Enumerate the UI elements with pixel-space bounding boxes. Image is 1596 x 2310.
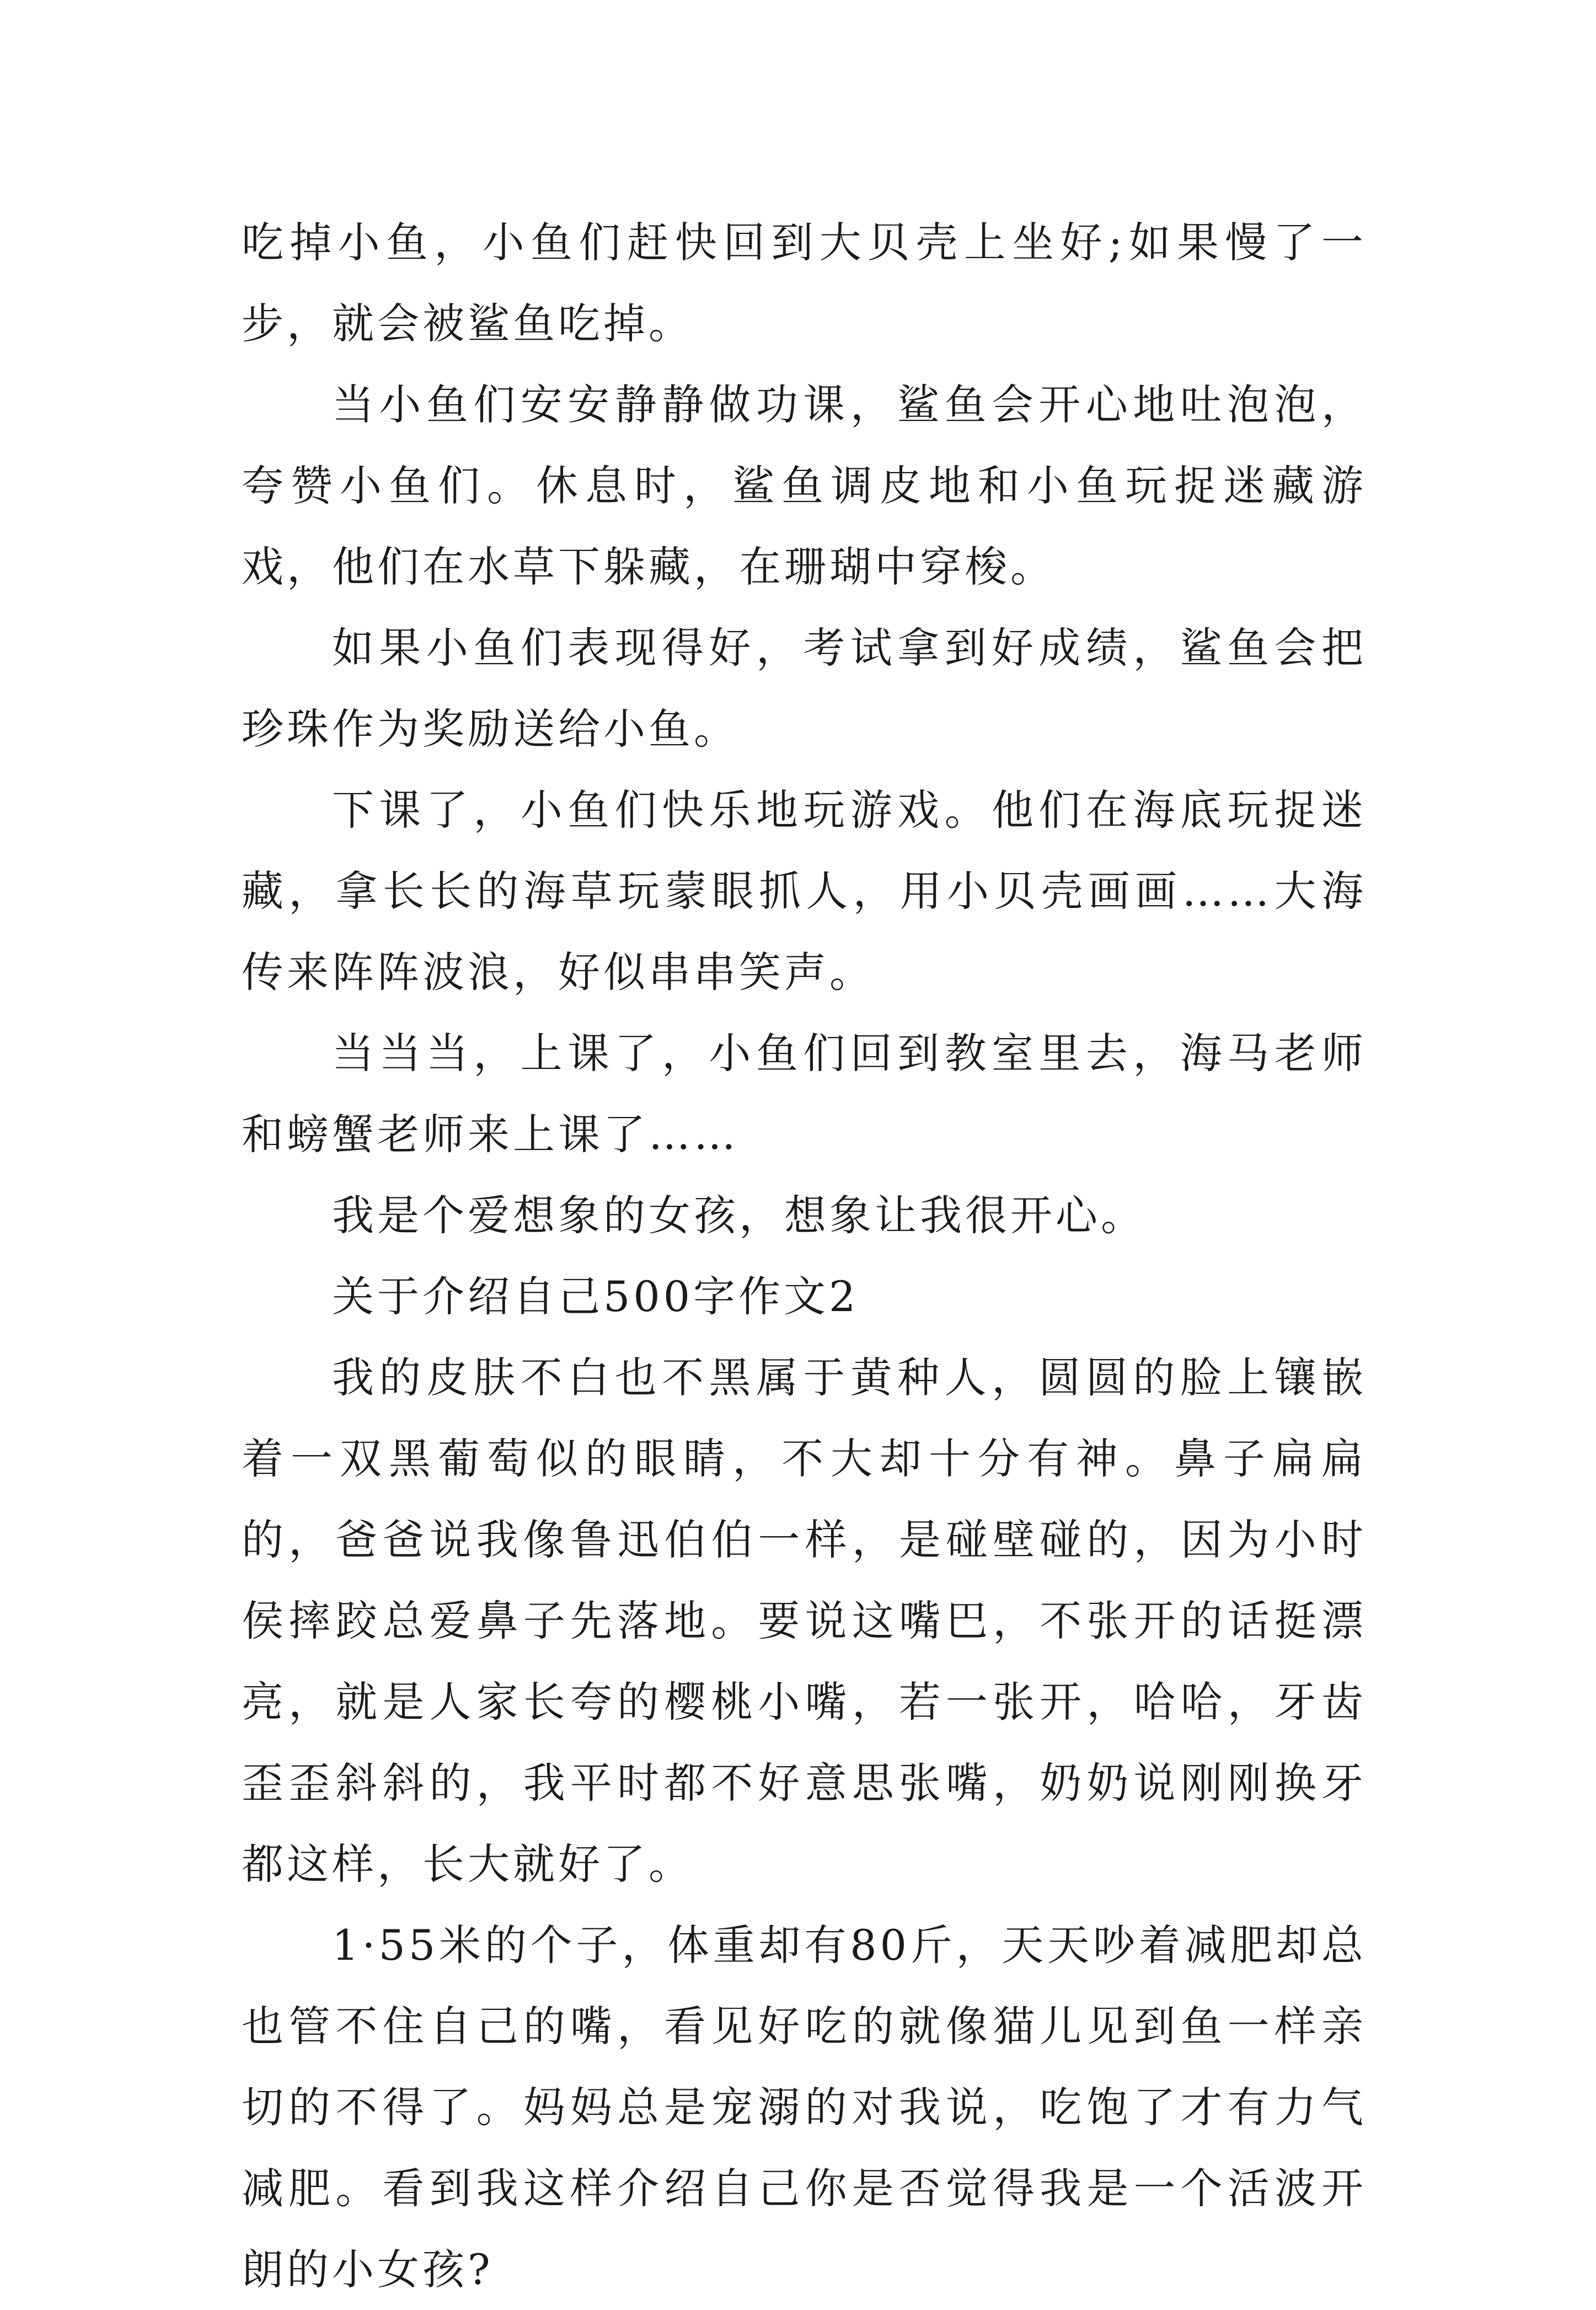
paragraph-5: 当当当，上课了，小鱼们回到教室里去，海马老师和螃蟹老师来上课了……: [242, 1029, 1367, 1159]
paragraph-6: 我是个爱想象的女孩，想象让我很开心。: [332, 1191, 1146, 1240]
paragraph-3: 如果小鱼们表现得好，考试拿到好成绩，鲨鱼会把珍珠作为奖励送给小鱼。: [242, 623, 1367, 753]
section-title: 关于介绍自己500字作文2: [332, 1272, 859, 1321]
document-body: [242, 202, 1367, 2310]
paragraph-8: 1·55米的个子，体重却有80斤，天天吵着减肥却总也管不住自己的嘴，看见好吃的就像猫儿见到鱼一样亲切的不得了。妈妈总是宠溺的对我说，吃饱了才有力气减肥。看到我这样介绍自己你是否觉得我是一个活波开朗的小女孩?: [242, 1921, 1367, 2294]
paragraph-2: 当小鱼们安安静静做功课，鲨鱼会开心地吐泡泡，夸赞小鱼们。休息时，鲨鱼调皮地和小鱼玩捉迷藏游戏，他们在水草下躲藏，在珊瑚中穿梭。: [242, 380, 1367, 591]
paragraph-7: 我的皮肤不白也不黑属于黄种人，圆圆的脸上镶嵌着一双黑葡萄似的眼睛，不大却十分有神。鼻子扁扁的，爸爸说我像鲁迅伯伯一样，是碰壁碰的，因为小时侯摔跤总爱鼻子先落地。要说这嘴巴，不张开的话挺漂亮，就是人家长夸的樱桃小嘴，若一张开，哈哈，牙齿歪歪斜斜的，我平时都不好意思张嘴，奶奶说刚刚换牙都这样，长大就好了。: [242, 1353, 1367, 1889]
paragraph-1: 吃掉小鱼，小鱼们赶快回到大贝壳上坐好;如果慢了一步，就会被鲨鱼吃掉。: [242, 218, 1367, 348]
paragraph-4: 下课了，小鱼们快乐地玩游戏。他们在海底玩捉迷藏，拿长长的海草玩蒙眼抓人，用小贝壳画画……大海传来阵阵波浪，好似串串笑声。: [242, 785, 1367, 997]
